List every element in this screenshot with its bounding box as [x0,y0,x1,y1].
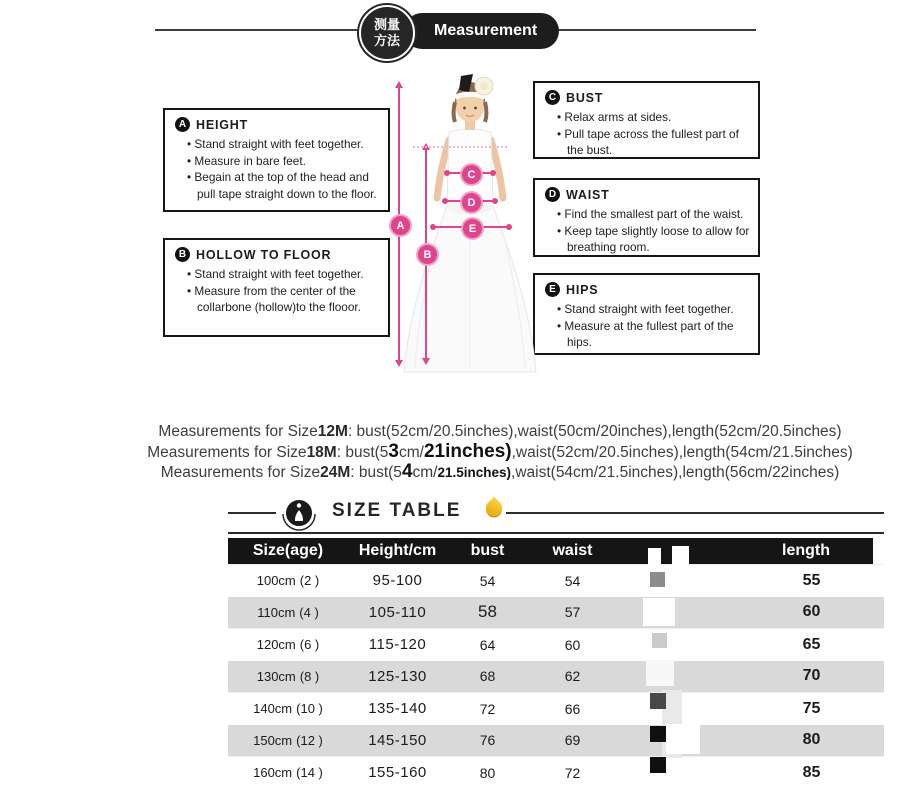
instruction-bullet: • Pull tape across the fullest part of the bust. [557,126,750,159]
redaction-mark [648,548,661,570]
cell-height: 155-160 [368,764,427,782]
note-text: cm/ [412,464,438,481]
instruction-bullet: • Relax arms at sides. [557,109,750,126]
note-text: : bust(52cm/20.5inches),waist(50cm/20inches),length(52cm/20.5inches) [347,423,842,440]
size-note-18m [96,442,904,463]
box-title: HOLLOW TO FLOOR [196,247,332,262]
table-row [228,692,884,725]
column-header-bust: bust [470,542,505,559]
cell-bust: 54 [479,572,496,589]
cell-size: 100cm (2 ) [256,573,320,589]
note-size-label: 24M [320,464,351,481]
height-instruction-box [163,108,390,212]
cell-size: 150cm (12 ) [253,732,323,748]
box-title: HIPS [566,282,599,297]
note-size-label: 12M [317,423,348,440]
cell-waist: 72 [564,764,581,781]
cell-waist: 62 [564,668,581,685]
cell-length: 65 [802,635,821,653]
collarbone-dotted-line [413,146,507,148]
letter-c-icon: C [545,90,560,105]
cell-size: 160cm (14 ) [253,765,323,781]
cell-bust: 58 [478,602,497,622]
redaction-mark [652,633,667,648]
redaction-mark [672,546,689,570]
cell-length: 85 [802,763,821,781]
redaction-mark [650,757,666,773]
heading-line-left [228,512,276,514]
instruction-bullet: • Stand straight with feet together. [187,136,380,153]
instruction-bullet: • Begain at the top of the head and pull tape straight down to the floor. [187,169,380,202]
note-text: ,waist(54cm/21.5inches),length(56cm/22inches) [511,464,840,481]
table-row [228,628,884,661]
table-row [228,725,884,757]
cell-waist: 69 [564,732,581,749]
letter-e-icon: E [545,282,560,297]
cell-bust: 64 [479,636,496,653]
note-text: : bust(5 [336,443,389,461]
table-row [228,597,884,629]
instruction-bullet: • Measure at the fullest part of the hips. [557,318,750,351]
table-row [228,756,884,789]
redaction-mark [650,693,666,709]
cell-bust: 80 [479,764,496,781]
size-notes [96,422,904,483]
cell-waist: 54 [564,572,581,589]
marker-c: C [460,163,483,186]
redaction-mark [650,572,665,587]
cell-length: 60 [802,603,821,621]
box-title: BUST [566,90,604,105]
heading-line-right [506,512,884,514]
cell-height: 115-120 [368,636,427,654]
instruction-bullet: • Keep tape slightly loose to allow for breathing room. [557,223,750,256]
arrow-down-icon [422,358,430,365]
size-table-title: SIZE TABLE [332,500,462,521]
marker-b: B [416,243,439,266]
bust-instruction-box [533,81,760,159]
cell-height: 145-150 [368,731,427,749]
cell-length: 75 [802,699,821,717]
measurement-cn-badge [359,5,415,61]
hollow-to-floor-instruction-box [163,238,390,337]
cell-length: 55 [802,571,821,589]
note-size-label: 18M [306,443,337,461]
note-text: Measurements for Size [160,464,321,481]
cell-size: 110cm (4 ) [257,604,319,620]
note-text: : bust(5 [350,464,402,481]
table-top-rule [228,532,884,534]
cell-bust: 68 [479,668,496,685]
column-header-waist: waist [552,542,593,559]
arrow-up-icon [395,81,403,88]
cell-size: 140cm (10 ) [253,701,323,717]
size-note-12m [96,422,904,442]
instruction-bullet: • Find the smallest part of the waist. [557,206,750,223]
instruction-bullet: • Measure from the center of the collarbone (hollow)to the flooor. [187,283,380,316]
cell-height: 105-110 [368,603,427,621]
redaction-mark [666,724,700,754]
column-header-height: Height/cm [358,542,437,559]
measurement-title-pill [404,13,559,49]
cell-bust: 76 [479,732,496,749]
instruction-bullet: • Stand straight with feet together. [187,266,380,283]
arrow-down-icon [395,360,403,367]
cell-waist: 60 [564,636,581,653]
cell-height: 125-130 [368,667,427,685]
redaction-mark [650,726,666,742]
instruction-bullet: • Measure in bare feet. [187,153,380,170]
hips-instruction-box [533,273,760,355]
letter-d-icon: D [545,187,560,202]
note-text: Measurements for Size [158,423,318,440]
waist-instruction-box [533,178,760,257]
note-overlay-inches: 21.5inches) [437,465,512,480]
letter-a-icon: A [175,117,190,132]
cell-height: 135-140 [368,700,427,718]
size-table [228,538,884,789]
table-row [228,661,884,693]
note-text: cm/ [399,443,424,461]
column-header-size-age: Size(age) [252,542,324,559]
marker-a: A [389,214,412,237]
note-overlay-digit: 3 [388,440,399,462]
letter-b-icon: B [175,247,190,262]
cell-waist: 66 [564,700,581,717]
table-row [228,564,884,597]
note-text: ,waist(52cm/20.5inches),length(54cm/21.5inches) [511,443,853,461]
redaction-mark [643,598,675,626]
measurement-title: Measurement [434,22,538,39]
dress-form-icon [281,496,317,532]
redaction-mark [646,660,674,686]
cell-size: 130cm (8 ) [256,668,320,684]
marker-e: E [461,217,484,240]
cell-length: 70 [802,667,821,685]
size-note-24m [96,462,904,483]
model-photo [385,70,545,390]
badge-cn-bottom: 方法 [373,33,400,48]
cell-size: 120cm (6 ) [256,637,320,653]
note-text: Measurements for Size [147,443,307,461]
box-title: HEIGHT [196,117,249,132]
box-title: WAIST [566,187,610,202]
marker-d: D [460,191,483,214]
instruction-bullet: • Stand straight with feet together. [557,301,750,318]
cell-height: 95-100 [372,572,423,590]
cell-length: 80 [802,731,821,749]
size-table-header-row [228,538,873,564]
cell-bust: 72 [479,700,496,717]
badge-cn-top: 测量 [373,17,400,33]
column-header-length: length [782,542,830,559]
note-overlay-inches: 21inches) [423,440,512,462]
cell-waist: 57 [564,604,581,621]
gold-flame-icon [483,497,506,520]
note-overlay-digit: 4 [401,461,413,482]
